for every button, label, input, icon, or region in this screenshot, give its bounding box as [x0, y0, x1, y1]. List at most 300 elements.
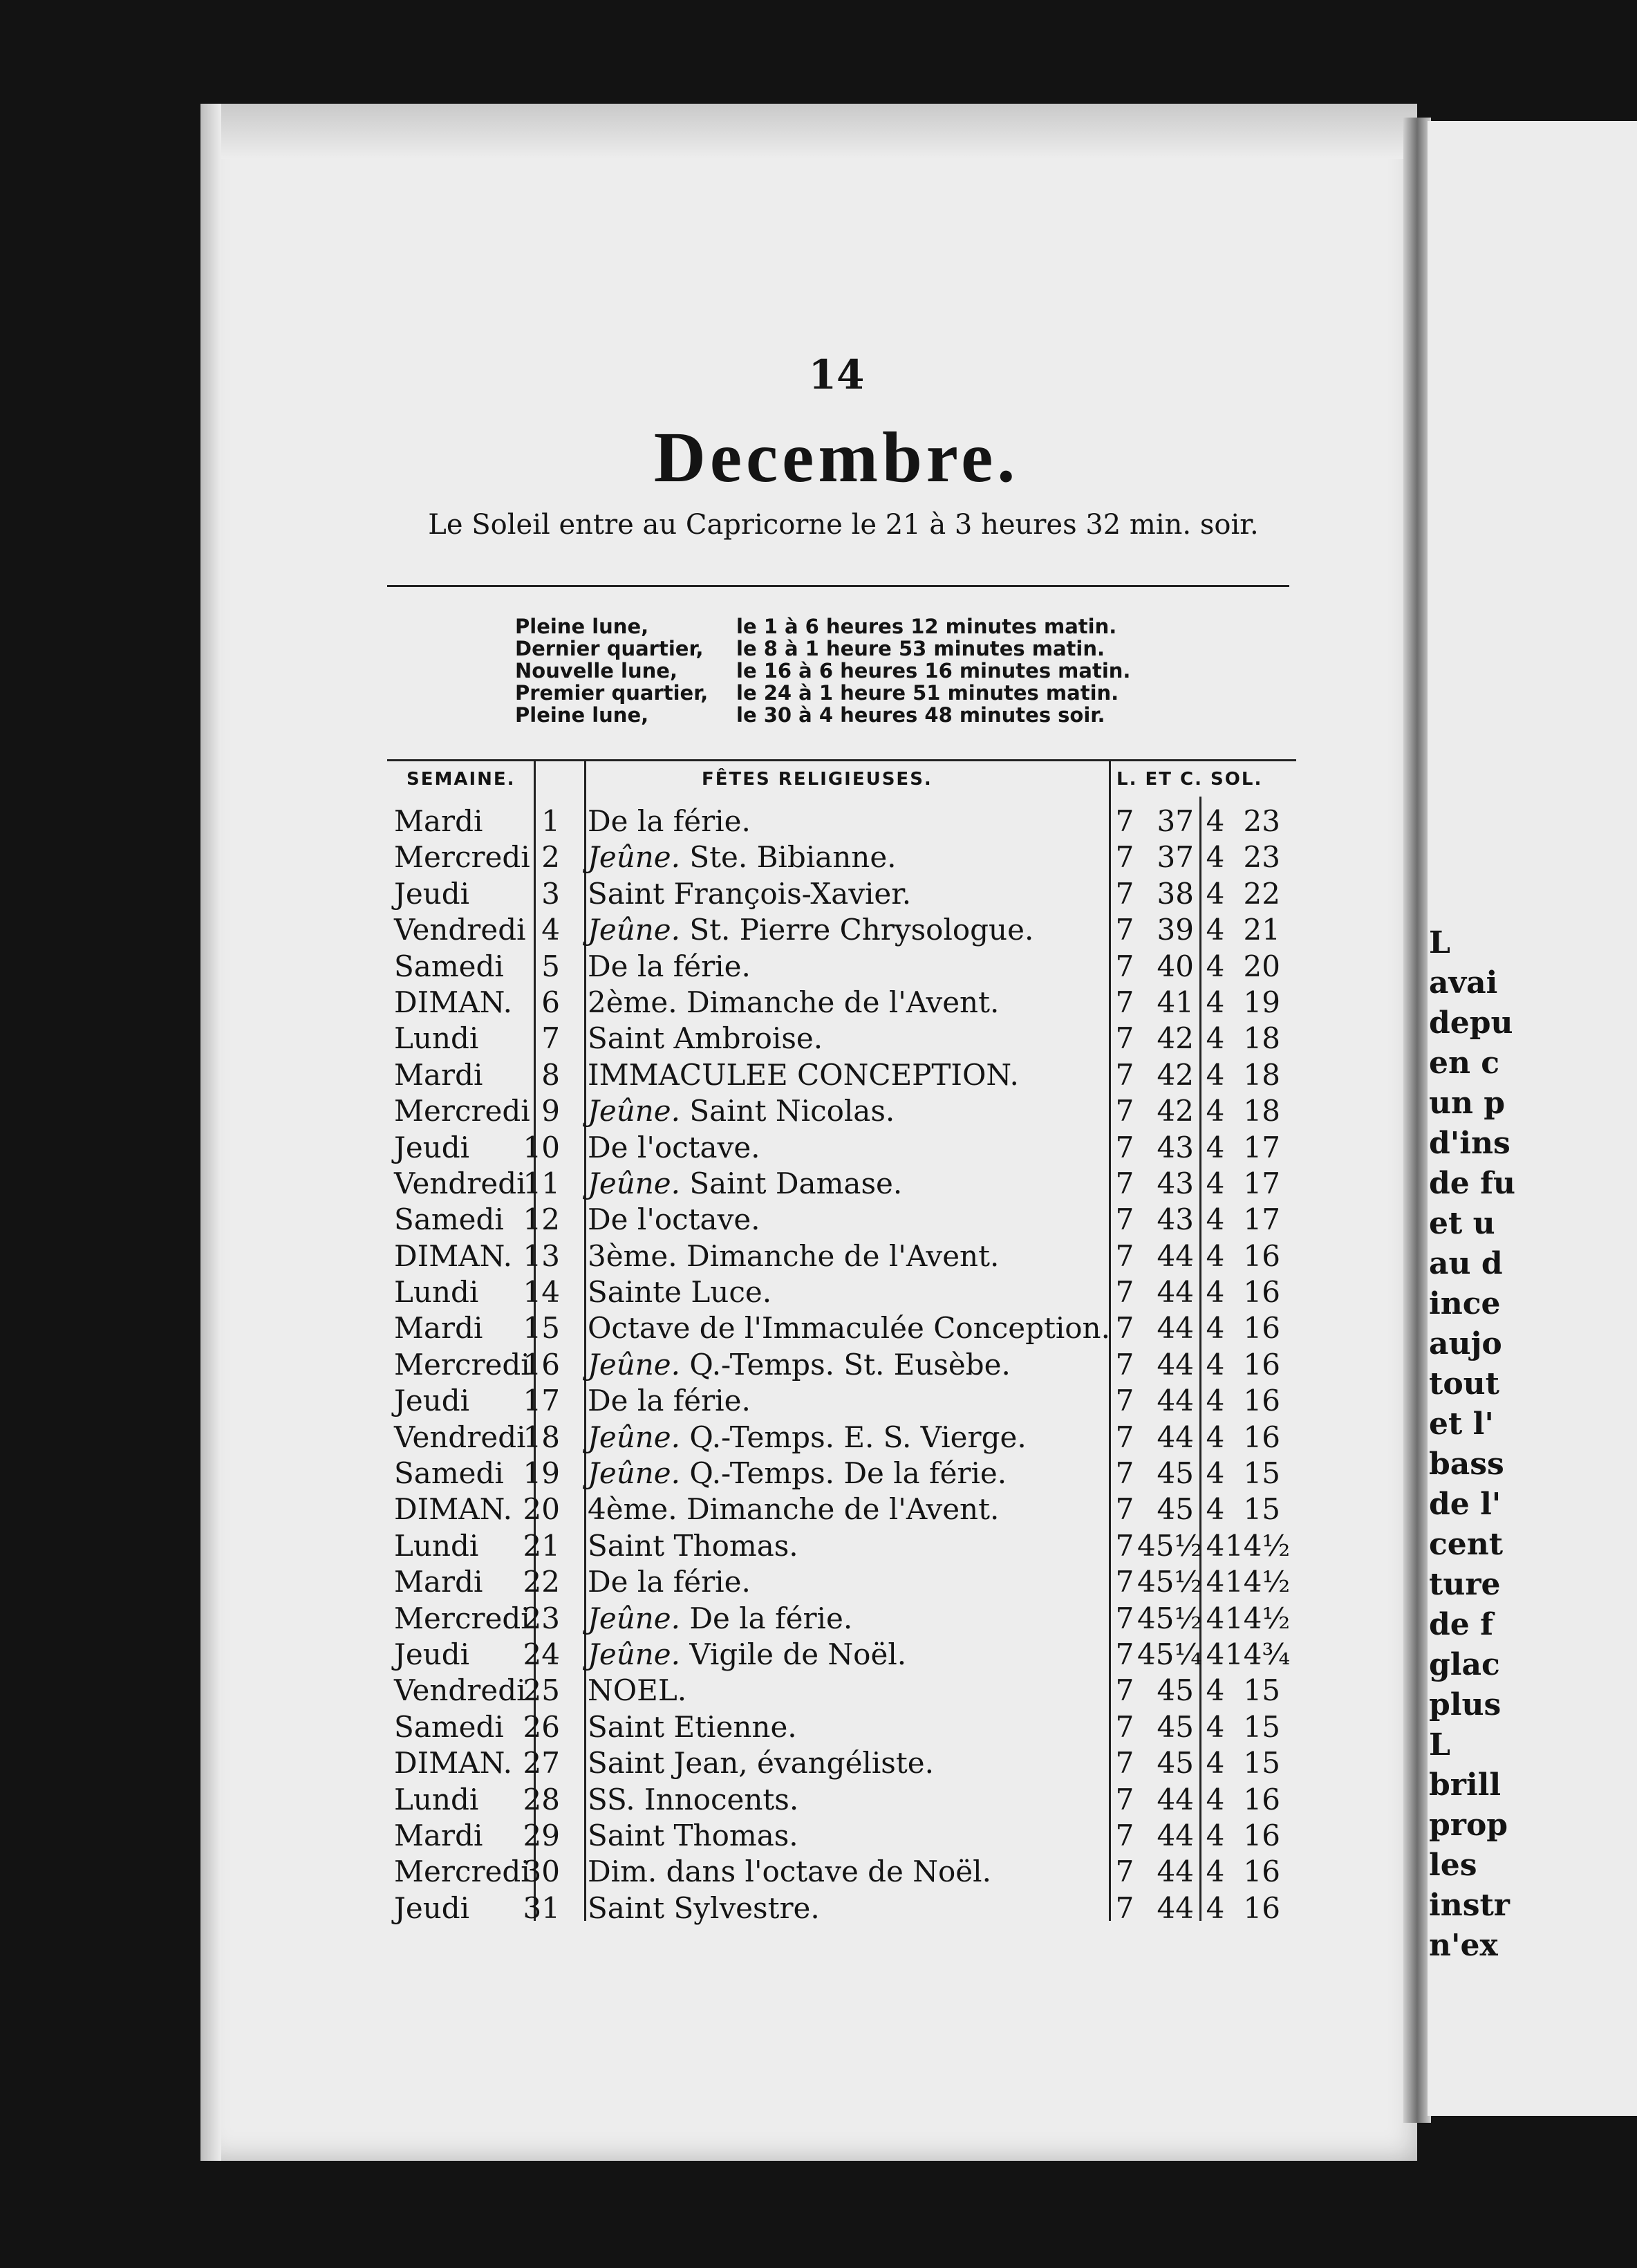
moon-phases: [515, 615, 1179, 726]
feast: [588, 803, 751, 839]
table-row: [387, 1854, 1300, 1890]
sunrise-hour: 7: [1115, 1347, 1134, 1382]
sunset-minute: 18: [1243, 1021, 1280, 1056]
fast-note: Jeûne.: [588, 1347, 680, 1382]
feast: [588, 985, 999, 1021]
feast: [588, 1491, 999, 1527]
fast-note: Jeûne.: [588, 840, 680, 875]
weekday: Vendredi: [394, 1166, 526, 1200]
sunset-hour: 4: [1206, 985, 1225, 1019]
table-row: [387, 1564, 1300, 1600]
weekday: Vendredi: [394, 1420, 526, 1454]
feast-name: De la férie.: [588, 949, 751, 983]
sunrise-hour: 7: [1115, 1818, 1134, 1852]
day-number: 22: [523, 1565, 560, 1599]
weekday: Samedi: [394, 1709, 504, 1744]
fast-note: Jeûne.: [588, 1166, 680, 1200]
day-number: 25: [523, 1673, 560, 1708]
right-page-line: cent: [1429, 1527, 1504, 1562]
header-semaine: SEMAINE.: [406, 769, 516, 790]
sunrise-hour: 7: [1115, 1021, 1134, 1056]
weekday: Mercredi: [394, 1601, 530, 1635]
sunrise-minute: 44: [1157, 1782, 1194, 1816]
weekday: Lundi: [394, 1782, 479, 1816]
right-page-line: plus: [1429, 1687, 1502, 1722]
feast: [588, 1274, 771, 1310]
fast-note: Jeûne.: [588, 913, 680, 947]
weekday: Mercredi: [394, 1094, 530, 1128]
weekday: Samedi: [394, 1456, 504, 1491]
table-row: [387, 985, 1300, 1021]
sunrise-hour: 7: [1115, 1238, 1134, 1273]
phase-name: Pleine lune,: [515, 703, 649, 727]
sunset-hour: 4: [1206, 1565, 1225, 1599]
sunset-minute: 16: [1243, 1275, 1280, 1310]
feast-name: Q.-Temps. De la férie.: [689, 1456, 1007, 1491]
sunrise-hour: 7: [1115, 1709, 1134, 1744]
sunrise-hour: 7: [1115, 1130, 1134, 1164]
feast-name: IMMACULEE CONCEPTION.: [588, 1057, 1019, 1092]
day-number: 15: [523, 1311, 560, 1346]
sunrise-hour: 7: [1115, 1057, 1134, 1092]
table-top-rule: [387, 759, 1296, 761]
sunrise-minute: 42: [1157, 1021, 1194, 1056]
feast: [588, 1238, 999, 1274]
day-number: 6: [541, 985, 560, 1019]
feast: [588, 1854, 991, 1890]
right-page-line: et l': [1429, 1406, 1494, 1442]
day-number: 1: [541, 804, 560, 838]
feast-name: Saint François-Xavier.: [588, 876, 912, 911]
right-page-line: L: [1429, 925, 1450, 960]
sunset-minute: 14½: [1225, 1601, 1291, 1635]
feast-name: Saint Ambroise.: [588, 1021, 823, 1056]
phase-name: Nouvelle lune,: [515, 659, 677, 682]
sunset-minute: 15: [1243, 1709, 1280, 1744]
feast-name: De la férie.: [588, 1384, 751, 1418]
table-row: [387, 1456, 1300, 1491]
sunset-hour: 4: [1206, 1855, 1225, 1889]
table-row: [387, 1601, 1300, 1637]
phase-name: Dernier quartier,: [515, 637, 704, 660]
sunrise-minute: 39: [1157, 913, 1194, 947]
sunset-hour: 4: [1206, 1637, 1225, 1671]
feast: [588, 1420, 1027, 1456]
table-row: [387, 1238, 1300, 1274]
phase-detail: le 16 à 6 heures 16 minutes matin.: [736, 659, 1131, 682]
sunset-minute: 16: [1243, 1347, 1280, 1382]
fast-note: Jeûne.: [588, 1637, 680, 1671]
sunrise-hour: 7: [1115, 1565, 1134, 1599]
table-row: [387, 1673, 1300, 1709]
sunrise-minute: 45½: [1137, 1565, 1203, 1599]
header-fetes: FÊTES RELIGIEUSES.: [702, 769, 933, 790]
sunrise-hour: 7: [1115, 1782, 1134, 1816]
right-page-line: au d: [1429, 1246, 1503, 1281]
weekday: Mercredi: [394, 1347, 530, 1382]
table-row: [387, 1383, 1300, 1419]
table-row: [387, 1782, 1300, 1818]
phase-row: [515, 682, 1179, 704]
right-page-line: instr: [1429, 1888, 1510, 1923]
weekday: Lundi: [394, 1021, 479, 1056]
sunrise-minute: 45: [1157, 1746, 1194, 1781]
header-rule: [387, 585, 1289, 587]
sunset-minute: 16: [1243, 1311, 1280, 1346]
sunset-minute: 15: [1243, 1746, 1280, 1781]
sunrise-minute: 42: [1157, 1057, 1194, 1092]
sunset-minute: 16: [1243, 1420, 1280, 1454]
sunrise-minute: 45: [1157, 1456, 1194, 1491]
book-gutter: [1403, 118, 1431, 2123]
fast-note: Jeûne.: [588, 1094, 680, 1128]
right-page-line: L: [1429, 1727, 1450, 1763]
day-number: 29: [523, 1818, 560, 1852]
feast-name: Q.-Temps. E. S. Vierge.: [689, 1420, 1027, 1454]
fast-note: Jeûne.: [588, 1420, 680, 1454]
feast-name: De l'octave.: [588, 1130, 760, 1164]
sunset-hour: 4: [1206, 1746, 1225, 1781]
sunset-hour: 4: [1206, 1384, 1225, 1418]
day-number: 28: [523, 1782, 560, 1816]
sunrise-minute: 44: [1157, 1275, 1194, 1310]
sunrise-hour: 7: [1115, 1202, 1134, 1237]
sunset-minute: 23: [1243, 804, 1280, 838]
table-row: [387, 803, 1300, 839]
sunset-minute: 14¾: [1225, 1637, 1291, 1671]
sunset-hour: 4: [1206, 913, 1225, 947]
feast: [588, 1456, 1007, 1491]
table-row: [387, 1202, 1300, 1238]
day-number: 10: [523, 1130, 560, 1164]
feast-name: Saint Thomas.: [588, 1528, 798, 1563]
phase-detail: le 1 à 6 heures 12 minutes matin.: [736, 615, 1117, 638]
sunrise-minute: 42: [1157, 1094, 1194, 1128]
table-row: [387, 1274, 1300, 1310]
sunrise-hour: 7: [1115, 913, 1134, 947]
feast-name: SS. Innocents.: [588, 1782, 799, 1816]
weekday: Mardi: [394, 1311, 483, 1346]
table-row: [387, 839, 1300, 875]
feast-name: De la férie.: [588, 1565, 751, 1599]
day-number: 3: [541, 876, 560, 911]
fast-note: Jeûne.: [588, 1601, 680, 1635]
table-row: [387, 1709, 1300, 1745]
feast: [588, 1383, 751, 1419]
day-number: 24: [523, 1637, 560, 1671]
sunset-hour: 4: [1206, 1275, 1225, 1310]
sunrise-hour: 7: [1115, 1855, 1134, 1889]
feast-name: 3ème. Dimanche de l'Avent.: [588, 1238, 1000, 1273]
sunrise-hour: 7: [1115, 1492, 1134, 1527]
phase-row: [515, 638, 1179, 660]
day-number: 27: [523, 1746, 560, 1781]
table-rows: [387, 803, 1300, 1926]
month-title: Decembre.: [653, 418, 1020, 497]
day-number: 8: [541, 1057, 560, 1092]
right-page-line: avai: [1429, 965, 1498, 1001]
table-row: [387, 1528, 1300, 1564]
sunrise-minute: 45½: [1137, 1528, 1203, 1563]
weekday: Jeudi: [394, 876, 470, 911]
sunset-hour: 4: [1206, 1166, 1225, 1200]
sunrise-hour: 7: [1115, 1746, 1134, 1781]
weekday: Mardi: [394, 1565, 483, 1599]
weekday: Mardi: [394, 1057, 483, 1092]
sunset-hour: 4: [1206, 1094, 1225, 1128]
weekday: Mercredi: [394, 1855, 530, 1889]
phase-detail: le 30 à 4 heures 48 minutes soir.: [736, 703, 1105, 727]
sunrise-minute: 44: [1157, 1311, 1194, 1346]
weekday: Mardi: [394, 1818, 483, 1852]
sunrise-minute: 38: [1157, 876, 1194, 911]
feast: [588, 912, 1033, 948]
sunrise-hour: 7: [1115, 1456, 1134, 1491]
sunset-minute: 15: [1243, 1492, 1280, 1527]
sunrise-hour: 7: [1115, 1601, 1134, 1635]
day-number: 5: [541, 949, 560, 983]
sunset-hour: 4: [1206, 1601, 1225, 1635]
sunrise-hour: 7: [1115, 985, 1134, 1019]
sunset-hour: 4: [1206, 1673, 1225, 1708]
feast: [588, 1673, 686, 1709]
sunset-hour: 4: [1206, 1347, 1225, 1382]
right-page-line: un p: [1429, 1086, 1506, 1121]
sunset-minute: 21: [1243, 913, 1280, 947]
feast-name: Saint Nicolas.: [689, 1094, 895, 1128]
day-number: 16: [523, 1347, 560, 1382]
sunrise-hour: 7: [1115, 1673, 1134, 1708]
right-page-line: depu: [1429, 1005, 1513, 1041]
weekday: Mardi: [394, 804, 483, 838]
weekday: Jeudi: [394, 1130, 470, 1164]
day-number: 4: [541, 913, 560, 947]
phase-row: [515, 615, 1179, 638]
sunrise-minute: 37: [1157, 804, 1194, 838]
feast-name: Q.-Temps. St. Eusèbe.: [689, 1347, 1011, 1382]
right-page-line: de l': [1429, 1487, 1502, 1522]
feast-name: Saint Jean, évangéliste.: [588, 1746, 934, 1781]
table-row: [387, 1057, 1300, 1093]
sunset-hour: 4: [1206, 1456, 1225, 1491]
sunset-hour: 4: [1206, 840, 1225, 875]
sunset-hour: 4: [1206, 1818, 1225, 1852]
phase-detail: le 24 à 1 heure 51 minutes matin.: [736, 681, 1119, 705]
right-page-line: les: [1429, 1848, 1477, 1883]
table-row: [387, 1166, 1300, 1202]
phase-row: [515, 704, 1179, 726]
sunrise-hour: 7: [1115, 1311, 1134, 1346]
feast: [588, 1130, 760, 1166]
right-page-line: ture: [1429, 1567, 1501, 1602]
feast: [588, 1310, 1110, 1346]
feast-name: Ste. Bibianne.: [689, 840, 897, 875]
day-number: 26: [523, 1709, 560, 1744]
right-page-line: bass: [1429, 1447, 1504, 1482]
day-number: 13: [523, 1238, 560, 1273]
day-number: 17: [523, 1384, 560, 1418]
right-page-line: d'ins: [1429, 1126, 1510, 1161]
feast: [588, 1057, 1019, 1093]
table-row: [387, 912, 1300, 948]
sunrise-hour: 7: [1115, 1166, 1134, 1200]
sunrise-minute: 44: [1157, 1384, 1194, 1418]
right-page-line: et u: [1429, 1206, 1495, 1241]
feast-name: 2ème. Dimanche de l'Avent.: [588, 985, 1000, 1019]
sunrise-minute: 41: [1157, 985, 1194, 1019]
sunset-minute: 17: [1243, 1202, 1280, 1237]
phase-name: Pleine lune,: [515, 615, 649, 638]
sunset-minute: 20: [1243, 949, 1280, 983]
feast-name: Octave de l'Immaculée Conception.: [588, 1311, 1110, 1346]
feast-name: 4ème. Dimanche de l'Avent.: [588, 1492, 1000, 1527]
day-number: 19: [523, 1456, 560, 1491]
sunset-minute: 16: [1243, 1238, 1280, 1273]
day-number: 21: [523, 1528, 560, 1563]
feast: [588, 1166, 902, 1202]
sunrise-minute: 45¼: [1137, 1637, 1203, 1671]
feast-name: De la férie.: [689, 1601, 853, 1635]
weekday: Vendredi: [394, 913, 526, 947]
day-number: 2: [541, 840, 560, 875]
sunrise-minute: 44: [1157, 1347, 1194, 1382]
sunset-hour: 4: [1206, 1238, 1225, 1273]
table-row: [387, 1021, 1300, 1057]
feast: [588, 1021, 823, 1057]
feast-name: Dim. dans l'octave de Noël.: [588, 1855, 991, 1889]
right-page-line: de f: [1429, 1607, 1494, 1642]
feast: [588, 1818, 798, 1854]
sunrise-hour: 7: [1115, 1528, 1134, 1563]
sunset-hour: 4: [1206, 1130, 1225, 1164]
sunset-minute: 18: [1243, 1057, 1280, 1092]
weekday: Lundi: [394, 1528, 479, 1563]
table-row: [387, 1637, 1300, 1673]
feast-name: De l'octave.: [588, 1202, 760, 1237]
sunset-minute: 14½: [1225, 1528, 1291, 1563]
sunrise-minute: 45: [1157, 1709, 1194, 1744]
feast-name: St. Pierre Chrysologue.: [689, 913, 1034, 947]
feast: [588, 839, 897, 875]
weekday: Mercredi: [394, 840, 530, 875]
sunset-minute: 16: [1243, 1782, 1280, 1816]
day-number: 30: [523, 1855, 560, 1889]
weekday: DIMAN.: [394, 1492, 513, 1527]
sunset-hour: 4: [1206, 1021, 1225, 1056]
sunset-minute: 18: [1243, 1094, 1280, 1128]
sunrise-minute: 43: [1157, 1166, 1194, 1200]
sunset-minute: 15: [1243, 1673, 1280, 1708]
sunset-hour: 4: [1206, 1202, 1225, 1237]
sunset-minute: 14½: [1225, 1565, 1291, 1599]
table-row: [387, 949, 1300, 985]
sunset-hour: 4: [1206, 876, 1225, 911]
sunset-minute: 19: [1243, 985, 1280, 1019]
sunset-hour: 4: [1206, 1528, 1225, 1563]
weekday: DIMAN.: [394, 985, 513, 1019]
sunset-minute: 16: [1243, 1855, 1280, 1889]
table-row: [387, 1310, 1300, 1346]
sunset-minute: 16: [1243, 1818, 1280, 1852]
right-page-line: n'ex: [1429, 1928, 1498, 1963]
weekday: DIMAN.: [394, 1238, 513, 1273]
sunset-hour: 4: [1206, 1709, 1225, 1744]
table-row: [387, 1745, 1300, 1781]
day-number: 12: [523, 1202, 560, 1237]
sunrise-minute: 37: [1157, 840, 1194, 875]
table-row: [387, 1130, 1300, 1166]
feast: [588, 1709, 797, 1745]
feast: [588, 1782, 798, 1818]
right-page-line: ince: [1429, 1286, 1501, 1321]
sunset-hour: 4: [1206, 1782, 1225, 1816]
feast: [588, 1347, 1011, 1383]
weekday: Vendredi: [394, 1673, 526, 1708]
sunset-minute: 15: [1243, 1456, 1280, 1491]
feast-name: Sainte Luce.: [588, 1275, 772, 1310]
right-page-line: de fu: [1429, 1166, 1515, 1201]
feast-name: De la férie.: [588, 804, 751, 838]
sunrise-minute: 44: [1157, 1420, 1194, 1454]
weekday: DIMAN.: [394, 1746, 513, 1781]
sunrise-hour: 7: [1115, 1420, 1134, 1454]
weekday: Jeudi: [394, 1637, 470, 1671]
sunset-hour: 4: [1206, 804, 1225, 838]
right-page-line: brill: [1429, 1767, 1502, 1803]
feast: [588, 1202, 760, 1238]
sunset-hour: 4: [1206, 949, 1225, 983]
page-number: 14: [808, 351, 865, 398]
day-number: 9: [541, 1094, 560, 1128]
table-row: [387, 1818, 1300, 1854]
weekday: Jeudi: [394, 1384, 470, 1418]
day-number: 14: [523, 1275, 560, 1310]
feast-name: Saint Sylvestre.: [588, 1890, 820, 1925]
fast-note: Jeûne.: [588, 1456, 680, 1491]
feast: [588, 1890, 820, 1926]
sunrise-hour: 7: [1115, 1637, 1134, 1671]
sunrise-minute: 43: [1157, 1130, 1194, 1164]
right-page-line: glac: [1429, 1647, 1500, 1682]
sunset-hour: 4: [1206, 1057, 1225, 1092]
day-number: 7: [541, 1021, 560, 1056]
weekday: Lundi: [394, 1275, 479, 1310]
day-number: 18: [523, 1420, 560, 1454]
phase-row: [515, 660, 1179, 682]
sunrise-hour: 7: [1115, 1384, 1134, 1418]
weekday: Samedi: [394, 1202, 504, 1237]
right-page-text: [1428, 923, 1637, 1966]
sunrise-minute: 44: [1157, 1855, 1194, 1889]
sunrise-minute: 45: [1157, 1492, 1194, 1527]
day-number: 11: [523, 1166, 560, 1200]
feast: [588, 1637, 906, 1673]
right-page-line: en c: [1429, 1045, 1500, 1081]
sunrise-minute: 43: [1157, 1202, 1194, 1237]
sunrise-minute: 45: [1157, 1673, 1194, 1708]
feast: [588, 1745, 934, 1781]
table-row: [387, 1420, 1300, 1456]
feast: [588, 1601, 852, 1637]
table-row: [387, 876, 1300, 912]
table-row: [387, 1890, 1300, 1926]
weekday: Samedi: [394, 949, 504, 983]
feast: [588, 949, 751, 985]
sunset-minute: 17: [1243, 1166, 1280, 1200]
sunrise-hour: 7: [1115, 804, 1134, 838]
sunset-minute: 23: [1243, 840, 1280, 875]
feast: [588, 1093, 895, 1129]
